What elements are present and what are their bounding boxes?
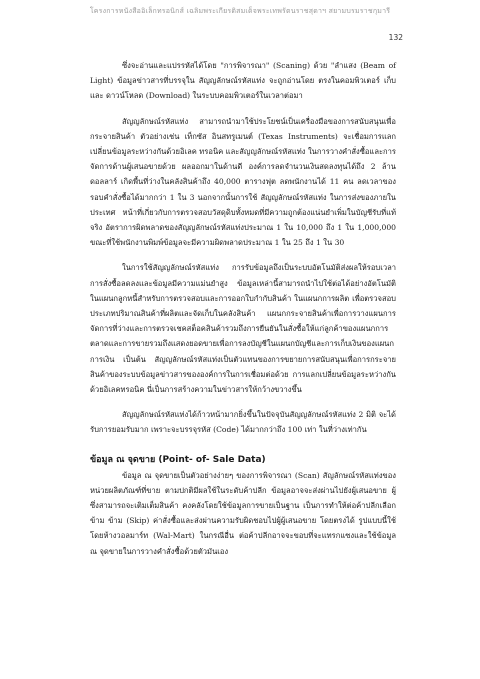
paragraph-barcode-usage: ในการใช้สัญญลักษณ์รหัสแท่ง การรับข้อมูลถึงเป็นระบบอัตโนมัติส่งผลให้รอบเวลาการสั่งซื้อลดลงและข้อมูลมีความแม่นยำสูง ข้อมูลเหล่านี้สามารถนำไปใช้ต่อได้อย่างอัตโนมัติ ในแผนกลูกหนี้สำหรับการตรวจสอบและการออกใบกำกับสินค้า ในแผนกการผลิต เพื่อตรวจสอบประเภทปริมาณสินค้าที่ผลิตและจัดเก็บในคลังสินค้า แผนกกระจายสินค้าเพื่อการวางแผนการจัดการที่ว่างและการตรวจเชคสต็อคสินค้ารวมถึงการยืนยันในสั่งซื้อให้แก่ลูกค้าของแผนกการตลาดและการขายรวมถึงแสดงยอดขายเพื่อการลงบัญชีในแผนกบัญชีและการเก็บเงินของแผนกการเงิน เป็นต้น สัญญลักษณ์รหัสแท่งเป็นตัวแทนของการขยายการสนับสนุนเพื่อการกระจายสินค้าของระบบข้อมูลข่าวสารขององค์การในการเชื่อมต่อด้วย การแลกเปลี่ยนข้อมูลระหว่างกันด้วยอิเลคทรอนิค นี่เป็นการสร้างความในข่าวสารให้กว้างขวางขึ้น — [90, 263, 396, 395]
paragraph-pos-data: ข้อมูล ณ จุดขายเป็นตัวอย่างง่ายๆ ของการพิจารณา (Scan) สัญลักษณ์รหัสแท่งของหน่วยผลิตภัณฑ์ที่ขาย ตามปกติมีผลใช้ในระดับค้าปลีก ข้อมูลอาจจะส่งผ่านไปยังผู้เสนอขาย ผู้ซึ่งสามารถจะเติมเต็มสินค้า คงคลังโดยใช้ข้อมูลการขายเป็นฐาน เป็นการทำให้ต่อค้าปลีกเลือก ข้าม ข้าม (Skip) ค่าสั่งซื้อและส่งผ่านความรับผิดชอบไปผู้ผู้เสนอขาย โดยตรงได้ รูปแบบนี้ใช้โดยห้างวอลมาร์ท (Wal-Mart) ในกรณีอื่น ต่อค้าปลีกอาจจะขอบที่จะแทรกแซงและใช้ข้อมูล ณ จุดขายในการวางคำสั่งซื้อด้วยตัวมันเอง — [90, 470, 396, 556]
section-title: ข้อมูล ณ จุดขาย (Point- of- Sale Data) — [90, 454, 266, 465]
paragraph-barcode-benefits: สัญญลักษณ์รหัสแท่ง สามารถนำมาใช้ประโยชน์เป็นเครื่องมือของการสนับสนุนเพื่อกระจายสินค้า ตัวอย่างเช่น เท็กซัส อินสทรูเมนต์ (Texas Instruments) จะเชื่อมการแลกเปลี่ยนข้อมูลระหว่างกันด้วยอิเลค ทรอนิค และสัญญลักษณ์รหัสแท่ง ในการวางคำสั่งซื้อและการจัดการด้านผู้เสนอขายด้วย ผลออกมาในด้านดี องค์การลดจำนวนเงินสดลงทุนได้ถึง 2 ล้านดอลลาร์ เกิดพื้นที่ว่างในคลังสินค้าถึง 40,000 ตารางฟุต ลดพนักงานได้ 11 คน ลดเวลาของรอบคำสั่งซื้อได้มากกว่า 1 ใน 3 นอกจากนั้นการใช้ สัญญลักษณ์รหัสแท่ง ในการส่งของภายในประเทศ หน้าที่เกี่ยวกับการตรวจสอบวัสดุดิบทั้งหมดที่มีความถูกต้องแน่นยำเพิ่มในบัญชีรับที่แท้จริง อัตราการผิดพลาดของสัญญลักษณ์รหัสแท่งประมาณ 1 ใน 10,000 ถึง 1 ใน 1,000,000 ขณะที่ใช้พนักงานพิมพ์ข้อมูลจะมีความผิดพลาดประมาณ 1 ใน 25 ถึง 1 ใน 30 — [90, 116, 396, 248]
page-header: โครงการหนังสืออิเล็กทรอนิกส์ เฉลิมพระเกียรติสมเด็จพระเทพรัตนราชสุดาฯ สยามบรมราชกุมารี — [89, 7, 391, 15]
page-number: 132 — [388, 33, 403, 42]
body-text — [90, 58, 396, 569]
paragraph-2d-barcode: สัญญลักษณ์รหัสแท่งได้ก้าวหน้ามากยิ่งขึ้นในปัจจุบันสัญญลักษณ์รหัสแท่ง 2 มิติ จะได้รับการยอมรับมาก เพราะจะบรรจุรหัส (Code) ได้มากกว่าถึง 100 เท่า ในที่ว่างเท่ากัน — [90, 410, 396, 435]
paragraph-barcode-scanning: ซึ่งจะอ่านและแปรรหัสได้โดย "การพิจารณา" (Scaning) ด้วย "ลำแสง (Beam of Light) ข้อมูลข่าวสารที่บรรจุใน สัญญลักษณ์รหัสแท่ง จะถูกอ่านโดย ตรงในคอมพิวเตอร์ เก็บ และ ดาวน์โหลด (Download) ในระบบคอมพิวเตอร์ในเวลาต่อมา — [90, 61, 396, 101]
